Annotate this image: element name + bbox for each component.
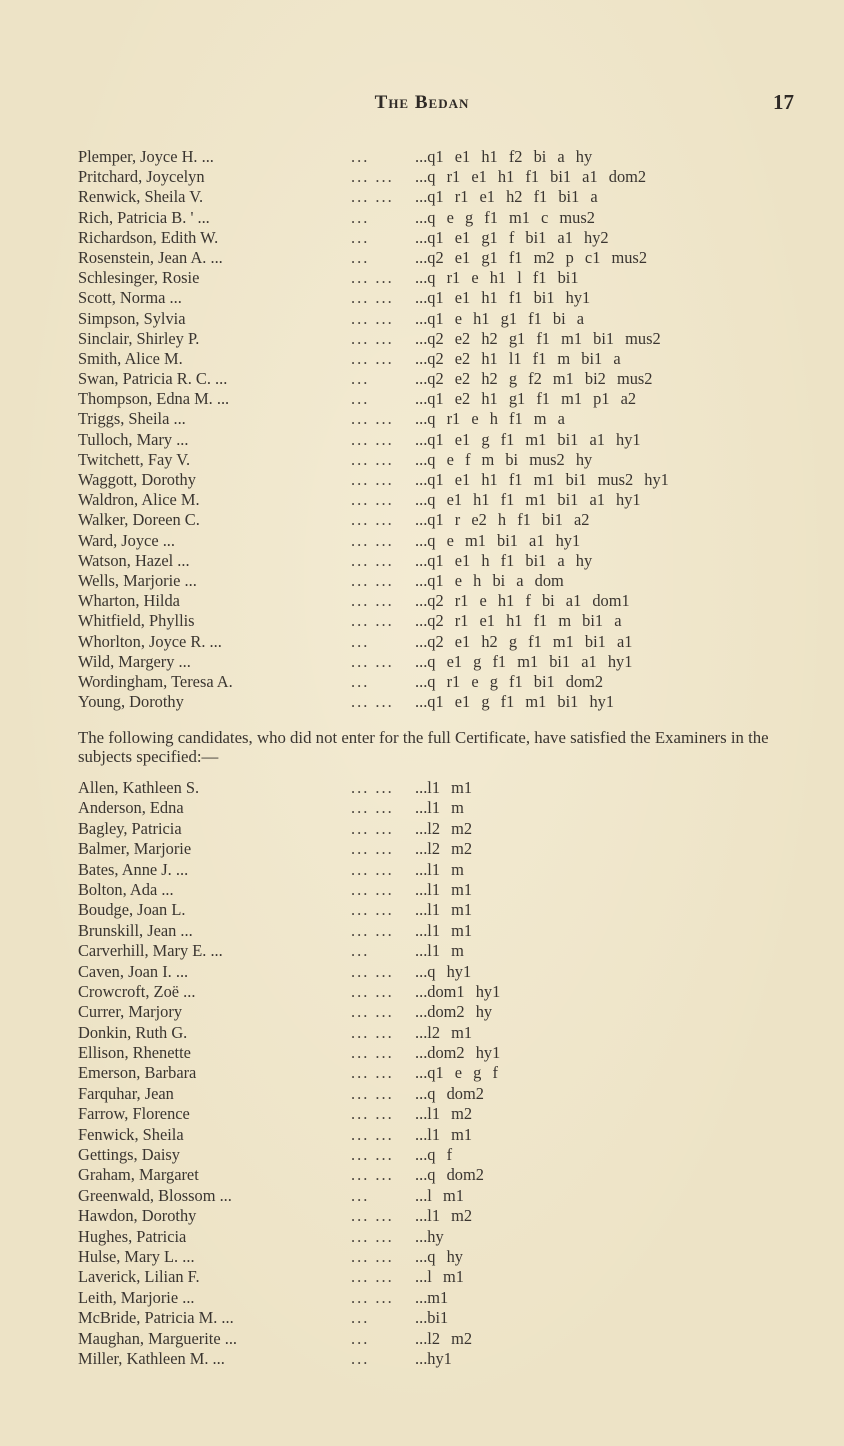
candidate-row [78, 167, 818, 187]
subject-codes: ...q1 r e2 h f1 bi1 a2 [415, 510, 590, 530]
subject-codes: ...l m1 [415, 1185, 464, 1205]
candidate-name: Carverhill, Mary E. ... [78, 941, 223, 961]
candidate-name: Farrow, Florence [78, 1104, 190, 1124]
subject-codes: ...l2 m2 [415, 839, 473, 859]
candidate-name: Maughan, Marguerite ... [78, 1328, 238, 1348]
subject-codes: ...q1 e1 h1 f1 bi1 hy1 [415, 288, 591, 308]
subject-codes: ...l m1 [415, 1267, 464, 1287]
candidate-row [78, 409, 818, 429]
subject-codes: ...q r1 e g f1 bi1 dom2 [415, 671, 604, 691]
candidate-name: Schlesinger, Rosie [78, 268, 200, 288]
subject-codes: ...q hy1 [415, 961, 472, 981]
dot-leader: ... [351, 671, 370, 691]
dot-leader: ... ... [351, 570, 394, 590]
candidate-row [78, 1227, 818, 1247]
subject-codes: ...q r1 e1 h1 f1 bi1 a1 dom2 [415, 167, 647, 187]
candidate-row [78, 652, 818, 672]
candidate-row [78, 632, 818, 652]
subject-codes: ...m1 [415, 1287, 449, 1307]
subject-codes: ...l1 m1 [415, 920, 473, 940]
candidate-name: Simpson, Sylvia [78, 308, 186, 328]
candidate-name: Wharton, Hilda [78, 591, 180, 611]
subject-codes: ...q r1 e h f1 m a [415, 409, 565, 429]
subject-codes: ...q1 e2 h1 g1 f1 m1 p1 a2 [415, 389, 637, 409]
candidate-row [78, 187, 818, 207]
candidate-name: Miller, Kathleen M. ... [78, 1348, 225, 1368]
candidate-row [78, 1023, 818, 1043]
candidate-row [78, 1165, 818, 1185]
candidate-name: Ellison, Rhenette [78, 1043, 191, 1063]
dot-leader: ... ... [351, 1002, 394, 1022]
dot-leader: ... ... [351, 692, 394, 712]
candidate-name: Waggott, Dorothy [78, 470, 196, 489]
candidate-name: Laverick, Lilian F. [78, 1267, 200, 1287]
candidate-name: Pritchard, Joycelyn [78, 167, 205, 187]
candidate-name: Bates, Anne J. ... [78, 859, 189, 879]
candidate-row [78, 962, 818, 982]
subject-codes: ...q1 e1 g f1 m1 bi1 hy1 [415, 692, 615, 712]
candidate-row [78, 1267, 818, 1287]
candidate-row [78, 1104, 818, 1124]
candidate-row [78, 1247, 818, 1267]
subject-codes: ...l2 m2 [415, 1328, 473, 1348]
candidate-name: Boudge, Joan L. [78, 900, 186, 920]
candidate-row [78, 531, 818, 551]
candidate-name: Bagley, Patricia [78, 818, 182, 838]
dot-leader: ... ... [351, 187, 394, 207]
candidate-name: Triggs, Sheila ... [78, 409, 186, 429]
candidate-row [78, 1145, 818, 1165]
subject-codes: ...q2 r1 e h1 f bi a1 dom1 [415, 591, 630, 611]
candidate-name: Donkin, Ruth G. [78, 1022, 188, 1042]
candidate-name: Wordingham, Teresa A. [78, 671, 233, 691]
subject-codes: ...q1 r1 e1 h2 f1 bi1 a [415, 187, 598, 207]
subjects-only-list [78, 778, 818, 1369]
candidate-row [78, 692, 818, 712]
subject-codes: ...l2 m1 [415, 1022, 473, 1042]
dot-leader: ... ... [351, 778, 394, 797]
candidate-row [78, 288, 818, 308]
dot-leader: ... [351, 227, 370, 247]
dot-leader: ... ... [351, 449, 394, 469]
candidate-row [78, 880, 818, 900]
dot-leader: ... [351, 941, 370, 961]
subject-codes: ...q e1 g f1 m1 bi1 a1 hy1 [415, 651, 633, 671]
subject-codes: ...q1 e h1 g1 f1 bi a [415, 308, 585, 328]
subject-codes: ...q f [415, 1145, 453, 1165]
candidate-row [78, 329, 818, 349]
dot-leader: ... [351, 631, 370, 651]
candidate-row [78, 349, 818, 369]
candidate-name: Whitfield, Phyllis [78, 611, 195, 631]
subject-codes: ...q1 e1 g f1 m1 bi1 a1 hy1 [415, 429, 641, 449]
candidate-name: Walker, Doreen C. [78, 510, 200, 530]
dot-leader: ... ... [351, 651, 394, 671]
candidate-name: Currer, Marjory [78, 1002, 183, 1022]
candidate-name: Whorlton, Joyce R. ... [78, 631, 222, 651]
candidate-row [78, 248, 818, 268]
subject-codes: ...q2 e1 g1 f1 m2 p c1 mus2 [415, 247, 648, 267]
subject-codes: ...q e g f1 m1 c mus2 [415, 207, 595, 227]
subject-codes: ...l1 m2 [415, 1206, 473, 1226]
candidate-row [78, 798, 818, 818]
dot-leader: ... ... [351, 798, 394, 818]
candidate-row [78, 551, 818, 571]
subject-codes: ...q e m1 bi1 a1 hy1 [415, 530, 581, 550]
dot-leader: ... [351, 1328, 370, 1348]
dot-leader: ... [351, 1308, 370, 1328]
dot-leader: ... ... [351, 268, 394, 288]
dot-leader: ... ... [351, 1287, 394, 1307]
dot-leader: ... ... [351, 1145, 394, 1165]
dot-leader: ... [351, 1348, 370, 1368]
subject-codes: ...q2 e1 h2 g f1 m1 bi1 a1 [415, 631, 633, 651]
dot-leader: ... ... [351, 348, 394, 368]
dot-leader: ... ... [351, 920, 394, 940]
candidate-row [78, 982, 818, 1002]
candidate-name: Bolton, Ada ... [78, 879, 174, 899]
candidate-name: Watson, Hazel ... [78, 550, 190, 570]
subject-codes: ...bi1 [415, 1308, 449, 1328]
page-number: 17 [773, 90, 794, 114]
dot-leader: ... ... [351, 490, 394, 510]
candidate-name: Wild, Margery ... [78, 651, 191, 671]
subject-codes: ...l1 m2 [415, 1104, 473, 1124]
dot-leader: ... ... [351, 1267, 394, 1287]
candidate-name: Farquhar, Jean [78, 1083, 174, 1103]
candidate-name: Fenwick, Sheila [78, 1124, 184, 1144]
candidate-name: Caven, Joan I. ... [78, 961, 189, 981]
candidate-name: Ward, Joyce ... [78, 530, 175, 550]
candidate-row [78, 1349, 818, 1369]
candidate-row [78, 450, 818, 470]
candidate-row [78, 470, 818, 490]
candidate-row [78, 389, 818, 409]
candidate-row [78, 1206, 818, 1226]
candidate-name: Rich, Patricia B. ' ... [78, 207, 210, 227]
candidate-row [78, 778, 818, 798]
candidate-row [78, 611, 818, 631]
candidate-name: Hawdon, Dorothy [78, 1206, 197, 1226]
candidate-name: Scott, Norma ... [78, 288, 182, 308]
dot-leader: ... ... [351, 961, 394, 981]
subject-codes: ...dom2 hy [415, 1002, 493, 1022]
candidate-row [78, 1329, 818, 1349]
candidate-name: Greenwald, Blossom ... [78, 1185, 232, 1205]
subject-codes: ...q1 e g f [415, 1063, 498, 1083]
dot-leader: ... ... [351, 167, 394, 187]
subject-codes: ...q e f m bi mus2 hy [415, 449, 593, 469]
running-title: The Bedan [374, 92, 470, 113]
dot-leader: ... ... [351, 1226, 394, 1246]
candidate-name: Tulloch, Mary ... [78, 429, 189, 449]
dot-leader: ... ... [351, 879, 394, 899]
candidate-row [78, 860, 818, 880]
subject-codes: ...q2 e2 h1 l1 f1 m bi1 a [415, 348, 621, 368]
candidate-row [78, 1063, 818, 1083]
candidate-row [78, 1002, 818, 1022]
subject-codes: ...dom2 hy1 [415, 1043, 501, 1063]
dot-leader: ... ... [351, 308, 394, 328]
candidate-name: Graham, Margaret [78, 1165, 199, 1185]
candidate-row [78, 1288, 818, 1308]
dot-leader: ... ... [351, 409, 394, 429]
dot-leader: ... [351, 247, 370, 267]
dot-leader: ... [351, 207, 370, 227]
dot-leader: ... ... [351, 981, 394, 1001]
subject-codes: ...q1 e1 h1 f2 bi a hy [415, 147, 593, 166]
subject-codes: ...dom1 hy1 [415, 981, 501, 1001]
candidate-row [78, 147, 818, 167]
subject-codes: ...q1 e h bi a dom [415, 570, 564, 590]
subject-codes: ...l1 m1 [415, 1124, 473, 1144]
subject-codes: ...l1 m1 [415, 778, 473, 797]
candidate-name: Gettings, Daisy [78, 1145, 180, 1165]
candidate-row [78, 1125, 818, 1145]
subject-codes: ...l1 m [415, 798, 464, 818]
subject-codes: ...hy [415, 1226, 444, 1246]
subject-codes: ...q dom2 [415, 1083, 484, 1103]
subject-codes: ...q2 e2 h2 g f2 m1 bi2 mus2 [415, 369, 653, 389]
candidate-name: Twitchett, Fay V. [78, 449, 191, 469]
candidate-name: Waldron, Alice M. [78, 490, 200, 510]
dot-leader: ... ... [351, 1206, 394, 1226]
candidate-row [78, 1186, 818, 1206]
candidate-row [78, 510, 818, 530]
dot-leader: ... [351, 1185, 370, 1205]
dot-leader: ... ... [351, 550, 394, 570]
candidate-row [78, 208, 818, 228]
candidate-row [78, 571, 818, 591]
candidate-row [78, 591, 818, 611]
candidate-row [78, 369, 818, 389]
candidate-row [78, 1084, 818, 1104]
subject-codes: ...q2 r1 e1 h1 f1 m bi1 a [415, 611, 622, 631]
candidate-name: McBride, Patricia M. ... [78, 1308, 234, 1328]
candidate-name: Wells, Marjorie ... [78, 570, 197, 590]
candidate-row [78, 490, 818, 510]
dot-leader: ... [351, 147, 370, 166]
candidate-row [78, 309, 818, 329]
subject-codes: ...l1 m [415, 941, 464, 961]
page-header [0, 92, 844, 122]
candidate-name: Hulse, Mary L. ... [78, 1246, 195, 1266]
subject-codes: ...q dom2 [415, 1165, 484, 1185]
candidate-name: Leith, Marjorie ... [78, 1287, 195, 1307]
candidate-row [78, 921, 818, 941]
subject-codes: ...l1 m [415, 859, 464, 879]
candidate-row [78, 228, 818, 248]
candidate-name: Brunskill, Jean ... [78, 920, 193, 940]
subject-codes: ...q r1 e h1 l f1 bi1 [415, 268, 579, 288]
dot-leader: ... ... [351, 611, 394, 631]
subject-codes: ...q1 e1 h f1 bi1 a hy [415, 550, 593, 570]
candidate-row [78, 941, 818, 961]
dot-leader: ... ... [351, 470, 394, 489]
dot-leader: ... ... [351, 818, 394, 838]
dot-leader: ... ... [351, 1246, 394, 1266]
candidate-row [78, 268, 818, 288]
dot-leader: ... ... [351, 591, 394, 611]
intro-paragraph: The following candidates, who did not enter for the full Certificate, have satisfied the Examiners in the subjects specified:— [78, 728, 769, 766]
subject-codes: ...l1 m1 [415, 879, 473, 899]
candidate-row [78, 430, 818, 450]
candidate-row [78, 900, 818, 920]
dot-leader: ... ... [351, 900, 394, 920]
candidate-name: Thompson, Edna M. ... [78, 389, 230, 409]
candidate-name: Sinclair, Shirley P. [78, 328, 200, 348]
full-certificate-list [78, 147, 818, 712]
candidate-name: Renwick, Sheila V. [78, 187, 204, 207]
candidate-row [78, 1043, 818, 1063]
subject-codes: ...hy1 [415, 1348, 452, 1368]
subject-codes: ...q hy [415, 1246, 463, 1266]
candidate-row [78, 1308, 818, 1328]
candidate-name: Young, Dorothy [78, 692, 184, 712]
candidate-name: Emerson, Barbara [78, 1063, 197, 1083]
candidate-name: Richardson, Edith W. [78, 227, 219, 247]
subject-codes: ...q2 e2 h2 g1 f1 m1 bi1 mus2 [415, 328, 661, 348]
dot-leader: ... ... [351, 1063, 394, 1083]
candidate-name: Plemper, Joyce H. ... [78, 147, 214, 166]
dot-leader: ... ... [351, 859, 394, 879]
candidate-name: Allen, Kathleen S. [78, 778, 200, 797]
dot-leader: ... ... [351, 1124, 394, 1144]
dot-leader: ... ... [351, 1165, 394, 1185]
dot-leader: ... [351, 369, 370, 389]
dot-leader: ... ... [351, 1043, 394, 1063]
subject-codes: ...l1 m1 [415, 900, 473, 920]
dot-leader: ... [351, 389, 370, 409]
candidate-name: Crowcroft, Zoë ... [78, 981, 196, 1001]
subject-codes: ...q1 e1 g1 f bi1 a1 hy2 [415, 227, 609, 247]
candidate-name: Rosenstein, Jean A. ... [78, 247, 223, 267]
subject-codes: ...q1 e1 h1 f1 m1 bi1 mus2 hy1 [415, 470, 669, 489]
candidate-name: Hughes, Patricia [78, 1226, 187, 1246]
candidate-name: Balmer, Marjorie [78, 839, 192, 859]
dot-leader: ... ... [351, 1022, 394, 1042]
candidate-name: Smith, Alice M. [78, 348, 183, 368]
subject-codes: ...l2 m2 [415, 818, 473, 838]
dot-leader: ... ... [351, 288, 394, 308]
candidate-row [78, 819, 818, 839]
candidate-name: Swan, Patricia R. C. ... [78, 369, 228, 389]
dot-leader: ... ... [351, 530, 394, 550]
candidate-name: Anderson, Edna [78, 798, 184, 818]
dot-leader: ... ... [351, 510, 394, 530]
subject-codes: ...q e1 h1 f1 m1 bi1 a1 hy1 [415, 490, 641, 510]
dot-leader: ... ... [351, 839, 394, 859]
dot-leader: ... ... [351, 328, 394, 348]
candidate-row [78, 672, 818, 692]
dot-leader: ... ... [351, 429, 394, 449]
dot-leader: ... ... [351, 1104, 394, 1124]
candidate-row [78, 839, 818, 859]
dot-leader: ... ... [351, 1083, 394, 1103]
